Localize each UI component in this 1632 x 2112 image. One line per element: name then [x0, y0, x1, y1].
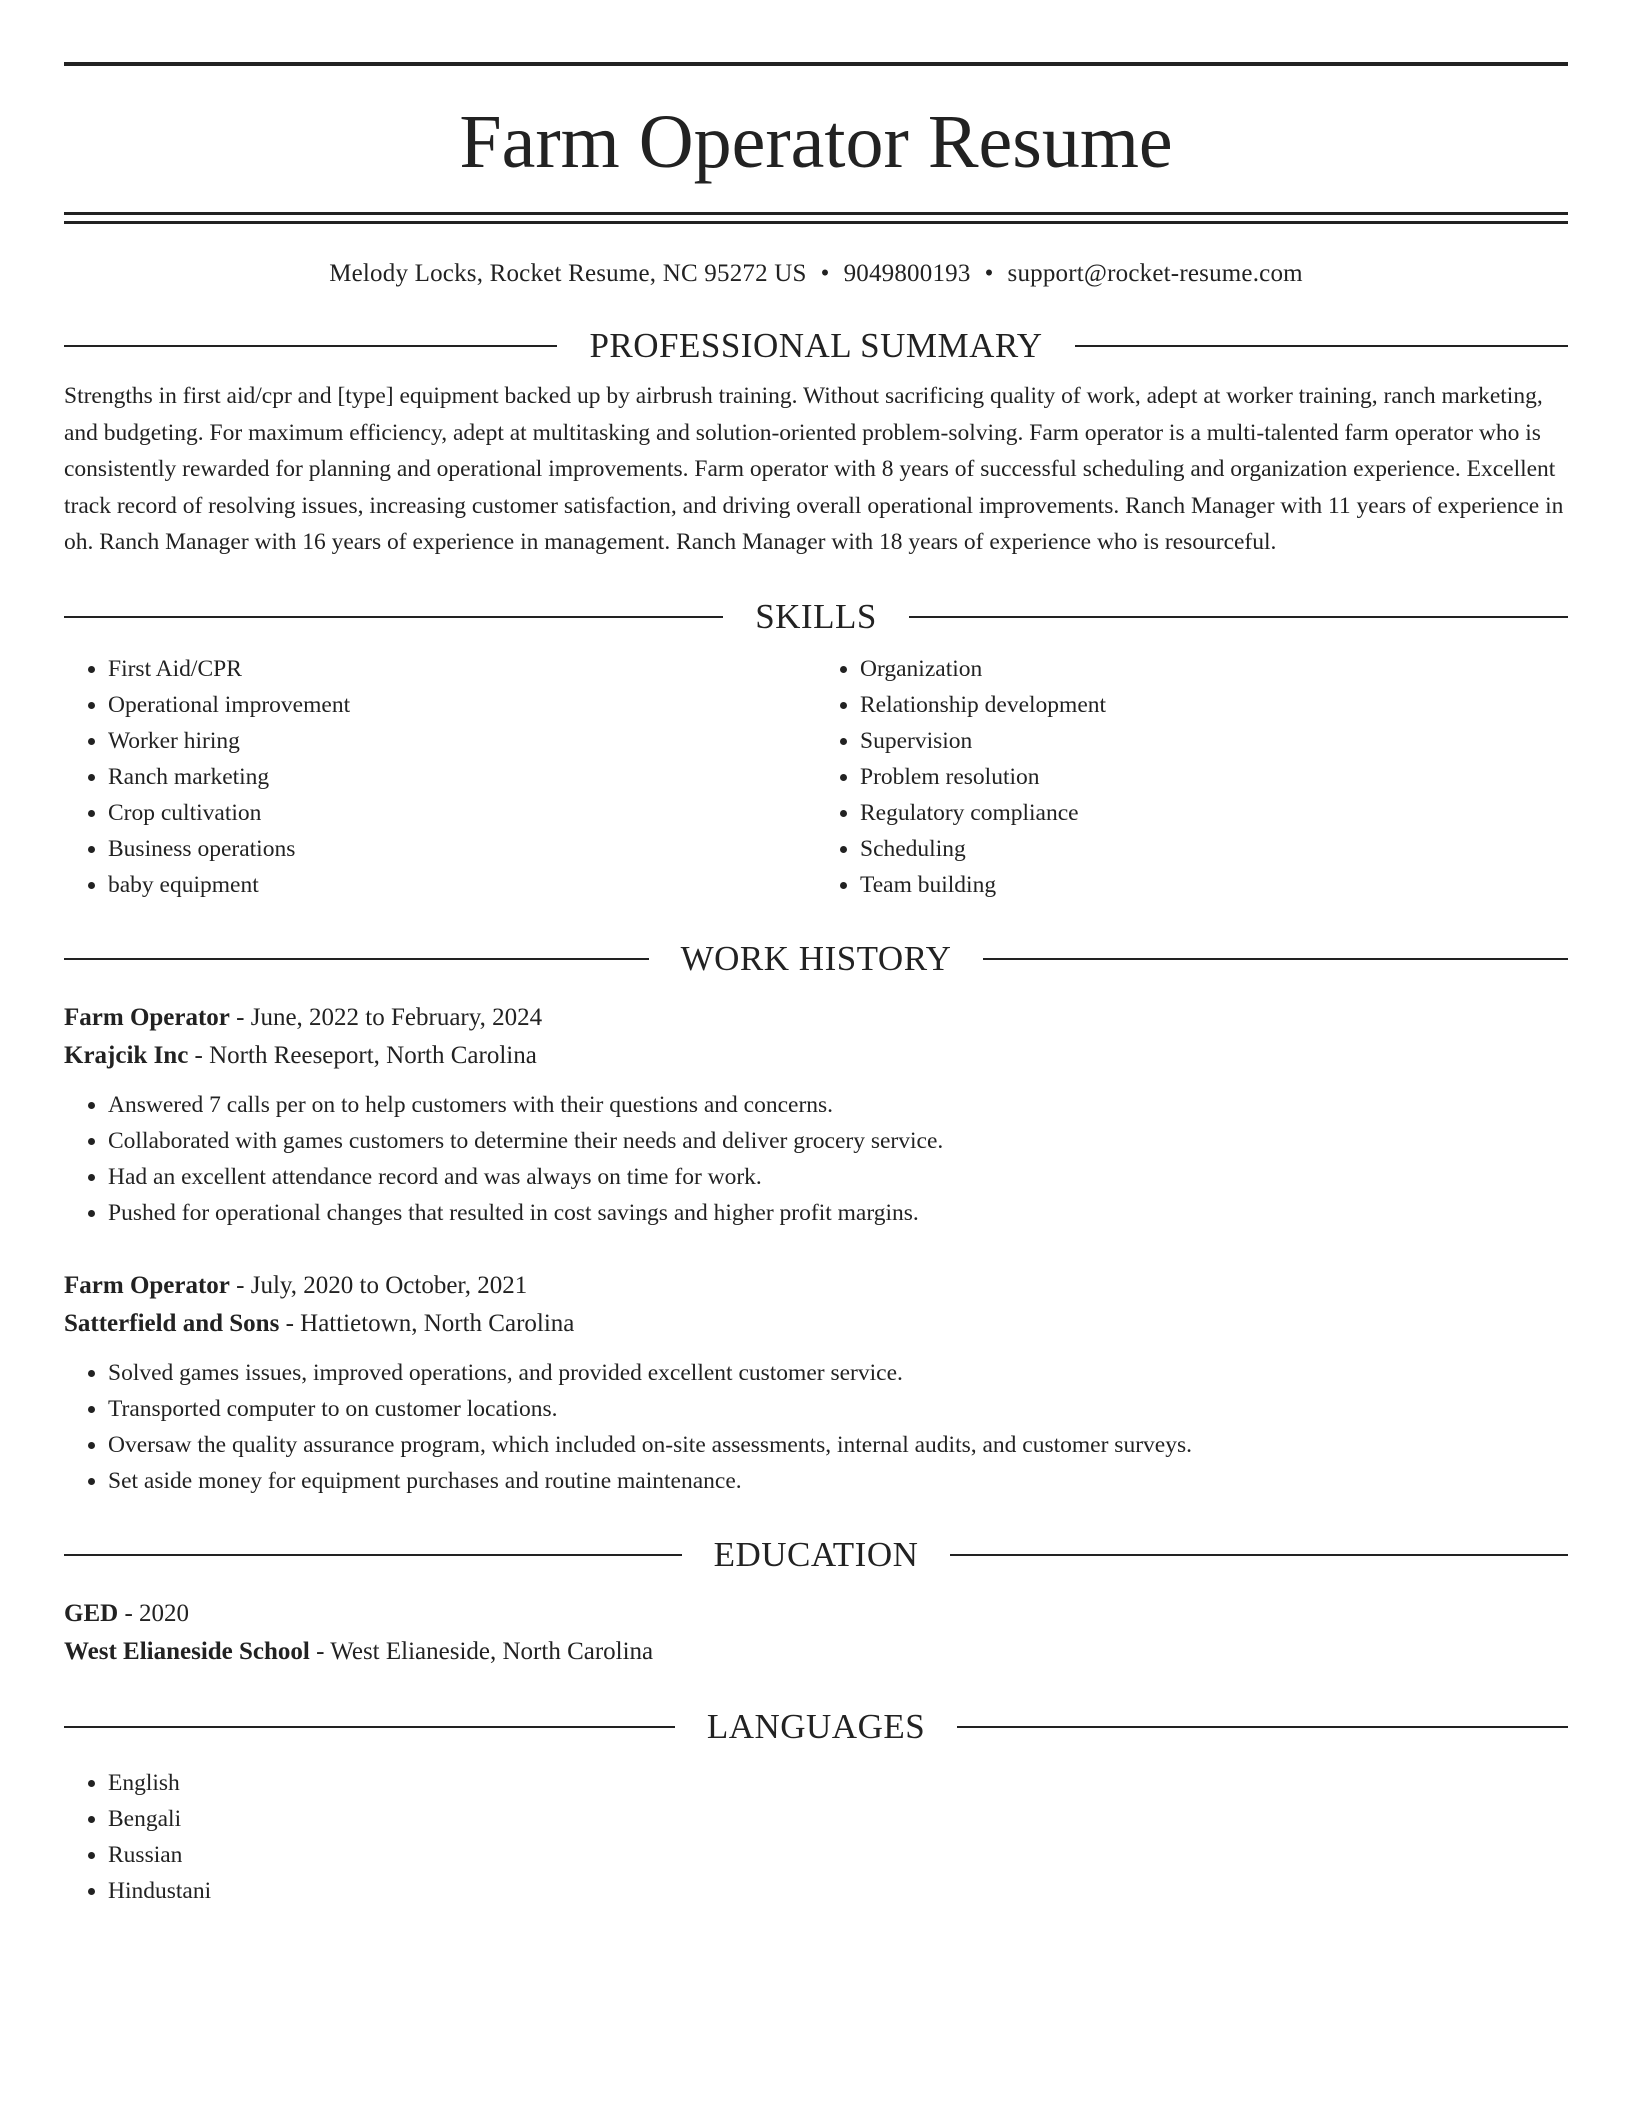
education-degree: GED	[64, 1599, 119, 1627]
contact-address: Melody Locks, Rocket Resume, NC 95272 US	[329, 260, 807, 287]
job-entry	[64, 1267, 1568, 1499]
skills-list-right	[816, 651, 1568, 903]
skill-item: • Regulatory compliance	[860, 795, 1568, 831]
contact-phone: 9049800193	[843, 260, 971, 287]
job-title: Farm Operator	[64, 1271, 230, 1299]
section-heading-work-history	[64, 939, 1568, 979]
skill-item: • Operational improvement	[108, 687, 816, 723]
job-duty: • Transported computer to on customer locations.	[108, 1391, 1568, 1427]
skill-item: • Scheduling	[860, 831, 1568, 867]
job-title-line	[64, 1267, 1568, 1305]
job-dates: - July, 2020 to October, 2021	[229, 1271, 528, 1299]
job-duty: • Oversaw the quality assurance program, which included on-site assessments, internal audits, and customer surveys.	[108, 1427, 1568, 1463]
job-title-line	[64, 999, 1568, 1037]
section-label: PROFESSIONAL SUMMARY	[589, 326, 1043, 365]
title-double-rule	[64, 212, 1568, 224]
education-degree-line	[64, 1595, 1568, 1633]
heading-rule-left	[64, 345, 557, 347]
job-company-line	[64, 1305, 1568, 1343]
heading-rule-right	[950, 1554, 1568, 1556]
skills-columns	[64, 651, 1568, 903]
job-duty: • Pushed for operational changes that resulted in cost savings and higher profit margins.	[108, 1195, 1568, 1231]
section-heading-summary	[64, 326, 1568, 366]
job-company-line	[64, 1037, 1568, 1075]
education-location: - West Elianeside, North Carolina	[309, 1637, 654, 1665]
job-location: - Hattietown, North Carolina	[279, 1309, 575, 1337]
contact-separator: •	[820, 260, 830, 287]
heading-rule-right	[909, 616, 1568, 618]
job-title: Farm Operator	[64, 1003, 230, 1031]
skill-item: • Ranch marketing	[108, 759, 816, 795]
heading-rule-left	[64, 958, 649, 960]
job-duty: • Set aside money for equipment purchases and routine maintenance.	[108, 1463, 1568, 1499]
section-heading-education	[64, 1535, 1568, 1575]
section-heading-skills	[64, 597, 1568, 637]
job-entry	[64, 999, 1568, 1231]
skill-item: • baby equipment	[108, 867, 816, 903]
contact-email: support@rocket-resume.com	[1007, 260, 1303, 287]
section-label: SKILLS	[755, 596, 877, 636]
skill-item: • Organization	[860, 651, 1568, 687]
heading-rule-left	[64, 616, 723, 618]
job-duty: • Collaborated with games customers to determine their needs and deliver grocery service.	[108, 1123, 1568, 1159]
section-label: LANGUAGES	[706, 1706, 926, 1746]
languages-list	[64, 1765, 1568, 1909]
skill-item: • Supervision	[860, 723, 1568, 759]
education-year: - 2020	[118, 1599, 190, 1627]
education-school: West Elianeside School	[64, 1637, 310, 1665]
skills-column-left	[64, 651, 816, 903]
page-title: Farm Operator Resume	[459, 100, 1173, 184]
skills-column-right	[816, 651, 1568, 903]
skill-item: • Worker hiring	[108, 723, 816, 759]
skill-item: • Business operations	[108, 831, 816, 867]
skill-item: • Crop cultivation	[108, 795, 816, 831]
heading-rule-left	[64, 1726, 675, 1728]
skill-item: • Problem resolution	[860, 759, 1568, 795]
job-duty: • Answered 7 calls per on to help customers with their questions and concerns.	[108, 1087, 1568, 1123]
contact-separator: •	[984, 260, 994, 287]
job-duty: • Solved games issues, improved operations, and provided excellent customer service.	[108, 1355, 1568, 1391]
skill-item: • Relationship development	[860, 687, 1568, 723]
job-duty: • Had an excellent attendance record and was always on time for work.	[108, 1159, 1568, 1195]
languages-block	[64, 1765, 1568, 1909]
top-rule	[64, 62, 1568, 66]
heading-rule-left	[64, 1554, 682, 1556]
heading-rule-right	[983, 958, 1568, 960]
skill-item: • First Aid/CPR	[108, 651, 816, 687]
language-item: • Bengali	[108, 1801, 1568, 1837]
education-entry	[64, 1595, 1568, 1671]
heading-rule-right	[957, 1726, 1568, 1728]
section-label: WORK HISTORY	[680, 938, 952, 978]
skill-item: • Team building	[860, 867, 1568, 903]
language-item: • English	[108, 1765, 1568, 1801]
section-heading-languages	[64, 1707, 1568, 1747]
job-company: Krajcik Inc	[64, 1041, 189, 1069]
skills-list-left	[64, 651, 816, 903]
section-label: EDUCATION	[713, 1534, 919, 1574]
language-item: • Hindustani	[108, 1873, 1568, 1909]
language-item: • Russian	[108, 1837, 1568, 1873]
education-school-line	[64, 1633, 1568, 1671]
job-location: - North Reeseport, North Carolina	[188, 1041, 537, 1069]
contact-line	[64, 258, 1568, 290]
summary-text: Strengths in first aid/cpr and [type] equipment backed up by airbrush training. Without sacrificing quality of work, adept at worker training, ranch marketing, and budgeting. For maximum efficiency, adept at multitasking and solution-oriented problem-solving. Farm operator is a multi-talented farm operator who is consistently rewarded for planning and operational improvements. Farm operator with 8 years of successful scheduling and organization experience. Excellent track record of resolving issues, increasing customer satisfaction, and driving overall operational improvements. Ranch Manager with 11 years of experience in oh. Ranch Manager with 16 years of experience in management. Ranch Manager with 18 years of experience who is resourceful.	[64, 383, 1564, 555]
job-duties-list	[64, 1355, 1568, 1499]
job-dates: - June, 2022 to February, 2024	[229, 1003, 543, 1031]
heading-rule-right	[1075, 345, 1568, 347]
job-duties-list	[64, 1087, 1568, 1231]
job-company: Satterfield and Sons	[64, 1309, 280, 1337]
